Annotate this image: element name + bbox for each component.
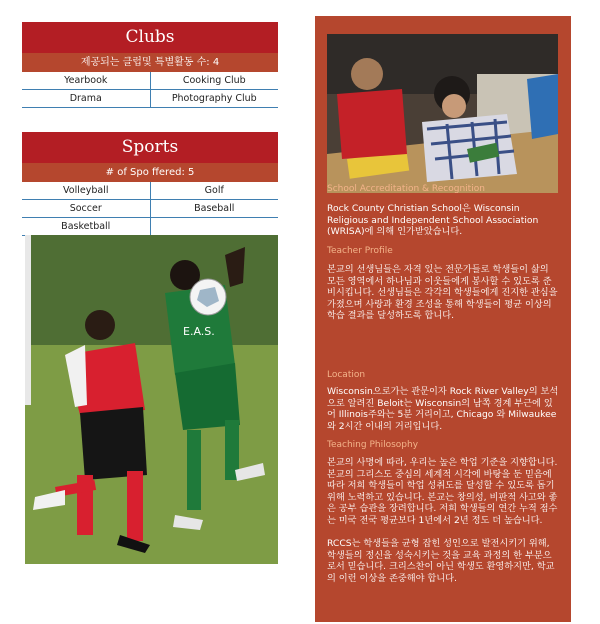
clubs-title: Clubs xyxy=(22,22,278,53)
classroom-illustration xyxy=(327,34,558,193)
table-row xyxy=(22,218,278,236)
teacher-profile-text: 본교의 선생님들은 자격 있는 전문가들로 학생들이 삶의 모든 영역에서 하나님과 이웃들에게 봉사할 수 있도록 준비시킵니다. 선생님들은 각각의 학생들에게 진지한 관심을 가졌으며 사랑과 환경 조성을 통해 학생들이 평균 이상의 학습 결과를 달성하도록 합니다. xyxy=(327,264,558,322)
sports-title: Sports xyxy=(22,132,278,163)
classroom-photo xyxy=(327,34,558,193)
club-cell: Photography Club xyxy=(150,90,278,108)
clubs-table xyxy=(22,72,278,108)
club-cell: Drama xyxy=(22,90,150,108)
sports-count: # of Spo ffered: 5 xyxy=(22,163,278,182)
table-row xyxy=(22,90,278,108)
clubs-count: 제공되는 클럽및 특별활동 수: 4 xyxy=(22,53,278,72)
jersey-text: E.A.S. xyxy=(183,325,215,338)
club-cell: Yearbook xyxy=(22,72,150,90)
teacher-profile-heading: Teacher Profile xyxy=(327,246,393,256)
soccer-illustration xyxy=(25,235,278,564)
sport-cell: Golf xyxy=(150,182,278,200)
sport-cell: Basketball xyxy=(22,218,150,236)
sport-cell: Volleyball xyxy=(22,182,150,200)
left-column xyxy=(22,22,278,236)
table-row xyxy=(22,200,278,218)
club-cell: Cooking Club xyxy=(150,72,278,90)
table-row xyxy=(22,72,278,90)
sport-cell: Soccer xyxy=(22,200,150,218)
soccer-photo xyxy=(25,235,278,564)
rccs-text: RCCS는 학생들을 균형 잡힌 성인으로 발전시키기 위해, 학생들의 정신을 성숙시키는 것을 교육 과정의 한 부분으로서 믿습니다. 크리스찬이 아닌 학생도 환영하지만, 학교의 이런 이상을 존중해야 합니다. xyxy=(327,538,555,584)
location-text: Wisconsin으로가는 관문이자 Rock River Valley의 보석으로 알려진 Beloit는 Wisconsin의 남쪽 경계 부근에 있어 Illinois주와는 5분 거리이고, Chicago 와 Milwaukee와 2시간 이내의 거리입니다. xyxy=(327,386,559,432)
teaching-philosophy-heading: Teaching Philosophy xyxy=(327,440,419,450)
sport-cell: Baseball xyxy=(150,200,278,218)
sport-cell xyxy=(150,218,278,236)
accreditation-text: Rock County Christian School은 Wisconsin Religious and Independent School Association (WRISA)에 의해 인가받았습니다. xyxy=(327,203,539,238)
teaching-philosophy-text: 본교의 사명에 따라, 우리는 높은 학업 기준을 지향합니다. 본교의 그리스도 중심의 세계적 시각에 바탕을 둔 믿음에 따라 저희 학생들이 학업 성취도를 달성할 수 있도록 돕기 위해 노력하고 있습니다. 본교는 창의성, 비판적 사고와 좋은 공부 습관을 장려합니다. 저희 학생들의 연간 누적 점수는 미국 전국 평균보다 1년에서 2년 정도 더 높습니다. xyxy=(327,457,558,526)
right-panel xyxy=(315,16,571,622)
sports-table xyxy=(22,182,278,236)
table-row xyxy=(22,182,278,200)
location-heading: Location xyxy=(327,370,366,380)
sports-section xyxy=(22,132,278,236)
accreditation-heading: School Accreditation & Recognition xyxy=(327,184,485,194)
